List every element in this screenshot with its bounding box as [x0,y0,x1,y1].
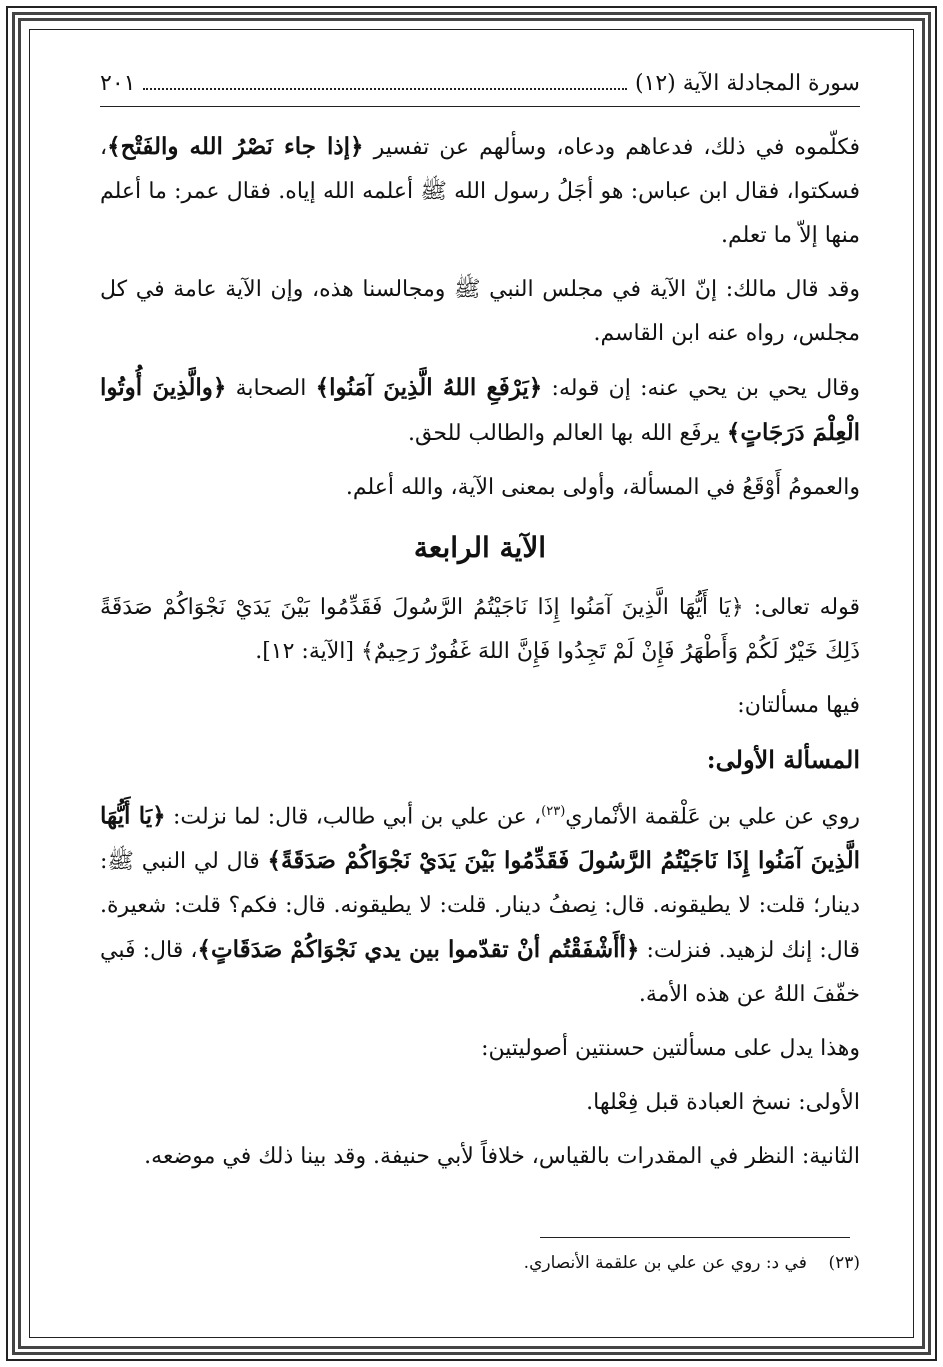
issue-1-paragraph [100,790,860,1017]
footnote-text: في د: روي عن علي بن علقمة الأنصاري. [523,1253,807,1273]
issue-1-text: ، عن علي بن أبي طالب، قال: لما نزلت: [172,804,542,830]
usul-paragraph: وهذا يدل على مسألتين حسنتين أصوليتين: [481,1036,860,1062]
quran-quote: ﴿يَا أَيُّهَا الَّذِينَ آمَنُوا إِذَا نَاجَيْتُمُ الرَّسُولَ فَقَدِّمُوا بَيْنَ يَدَيْ نَجْوَاكُمْ صَدَقَةً﴾ [100,802,860,875]
quran-quote: ﴿والَّذِينَ أُوتُوا الْعِلْمَ دَرَجَاتٍ﴾ [100,374,860,446]
verse-paragraph [100,586,860,674]
issue-1-text: ، قال: فَبي خفّفَ اللهُ عن هذه الأمة. [100,938,860,1008]
footnote-rule [540,1237,850,1238]
footnote-marker: (٢٣) [541,804,566,819]
paragraph-3 [100,366,860,456]
issue-1-title: المسألة الأولى: [706,745,860,774]
first-point: الأولى: نسخ العبادة قبل فِعْلها. [586,1090,860,1116]
quran-quote: ﴿إذا جاء نَصْرُ الله والفَتْح﴾ [107,133,364,160]
verse-intro: قوله تعالى: [753,595,861,620]
header-dots [143,88,626,90]
paragraph-3-text: يرفَع الله بها العالم والطالب للحق. [408,421,720,446]
paragraph-3-text: الصحابة [235,376,307,401]
page-number: ٢٠١ [100,71,136,96]
paragraph-1-text: فكلّموه في ذلك، فدعاهم ودعاه، وسألهم عن تفسير [373,135,860,160]
issue-1-text: قال لي النبي ﷺ: دينار؛ قلت: لا يطيقونه. قال: نِصفُ دينار. قلت: لا يطيقونه. قال: فكم؟ قلت: شعيرة. قال: إنك لزهيد. فنزلت: [100,849,860,964]
running-header [100,66,860,102]
section-heading: الآية الرابعة [413,531,547,564]
header-title: سورة المجادلة الآية (١٢) [634,71,860,96]
paragraph-4: والعمومُ أَوْقَعُ في المسألة، وأولى بمعنى الآية، والله أعلم. [345,475,860,500]
paragraph-2: وقد قال مالك: إنّ الآية في مجلس النبي ﷺ ومجالسنا هذه، وإن الآية عامة في كل مجلس، رواه عنه ابن القاسم. [100,277,860,346]
footnote-number: (٢٣) [828,1253,860,1273]
quran-quote: ﴿يَرْفَعِ اللهُ الَّذِينَ آمَنُوا﴾ [315,374,543,401]
paragraph-1 [100,125,860,258]
header-rule [100,106,860,107]
verse-reference: [الآية: ١٢]. [255,639,354,664]
issue-1-text: روي عن علي بن عَلْقمة الأنْماري [565,804,861,830]
quran-quote: ﴿أأَشْفَقْتُم أنْ تقدّموا بين يدي نَجْوَاكُمْ صَدَقَاتٍ﴾ [197,936,640,964]
verse-text: ﴿يَا أَيُّهَا الَّذِينَ آمَنُوا إِذَا نَاجَيْتُمُ الرَّسُولَ فَقَدِّمُوا بَيْنَ يَدَيْ نَجْوَاكُمْ صَدَقَةً ذَلِكَ خَيْرٌ لَكُمْ وَأَطْهَرُ فَإِنْ لَمْ تَجِدُوا فَإِنَّ اللهَ غَفُورٌ رَحِيمٌ﴾ [100,595,860,664]
page-content [100,66,860,1189]
paragraph-3-text: وقال يحي بن يحي عنه: إن قوله: [551,376,861,401]
paragraph-1-rest: ، فسكتوا، فقال ابن عباس: هو أجَلُ رسول الله ﷺ أعلمه الله إياه. فقال عمر: ما أعلم منها إلاّ ما تعلم. [100,135,860,248]
footnote [100,1248,860,1278]
second-point: الثانية: النظر في المقدرات بالقياس، خلافاً لأبي حنيفة. وقد بينا ذلك في موضعه. [144,1144,860,1170]
two-issues-line: فيها مسألتان: [737,693,860,718]
